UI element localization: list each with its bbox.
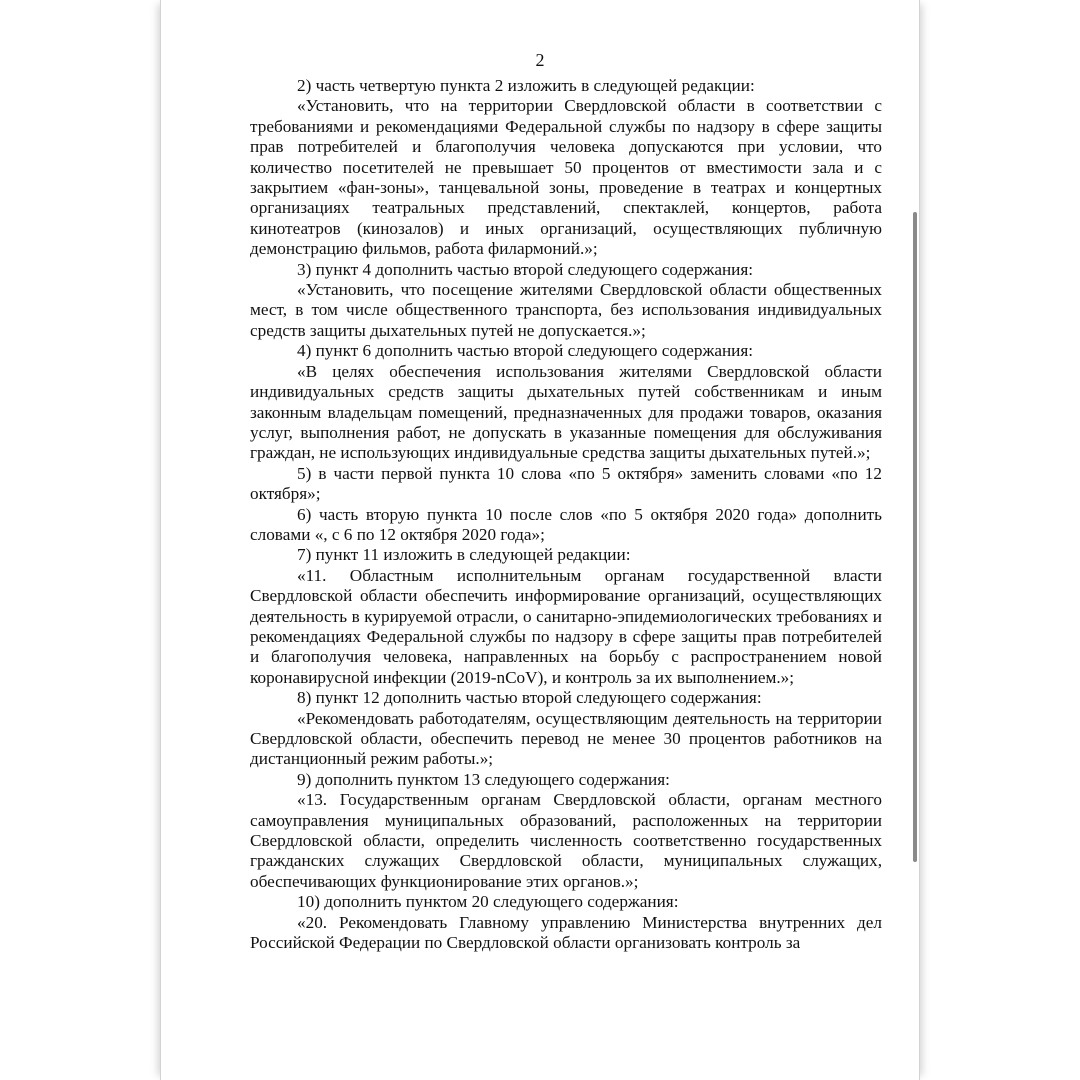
paragraph-item-8: 8) пункт 12 дополнить частью второй следующего содержания: — [297, 688, 762, 708]
paragraph-item-9: 9) дополнить пунктом 13 следующего содержания: — [297, 769, 670, 789]
paragraph-item-10: 10) дополнить пунктом 20 следующего содержания: — [297, 892, 679, 912]
paragraph-item-7: 7) пункт 11 изложить в следующей редакции: — [297, 545, 631, 565]
paragraph-item-4: 4) пункт 6 дополнить частью второй следующего содержания: — [297, 341, 754, 361]
paragraph-item-2: 2) часть четвертую пункта 2 изложить в следующей редакции: — [297, 76, 755, 95]
paragraph-item-6: 6) часть вторую пункта 10 после слов «по 5 октября 2020 года» дополнить словами «, с 6 по 12 октября 2020 года»; — [250, 504, 882, 544]
paragraph-quote-item-7: «11. Областным исполнительным органам государственной власти Свердловской области обеспечить информирование организаций, осуществляющих деятельность в курируемой отрасли, о санитарно-эпидемиологических требованиях и рекомендациях Федеральной службы по надзору в сфере защиты прав потребителей и благополучия человека, направленных на борьбу с распространением новой коронавирусной инфекции (2019-nCoV), и контроль за их выполнением.»; — [250, 565, 882, 687]
paragraph-item-5: 5) в части первой пункта 10 слова «по 5 октября» заменить словами «по 12 октября»; — [250, 463, 882, 504]
paragraph-quote-item-8: «Рекомендовать работодателям, осуществляющим деятельность на территории Свердловской области, обеспечить перевод не менее 30 процентов работников на дистанционный режим работы.»; — [250, 708, 882, 769]
paragraph-quote-item-4: «В целях обеспечения использования жителями Свердловской области индивидуальных средств защиты дыхательных путей собственникам и иным законным владельцам помещений, предназначенных для продажи товаров, оказания услуг, выполнения работ, не допускать в указанные помещения для обслуживания граждан, не использующих индивидуальные средства защиты дыхательных путей.»; — [250, 361, 882, 463]
paragraph-quote-item-10: «20. Рекомендовать Главному управлению Министерства внутренних дел Российской Федерации по Свердловской области организовать контроль за — [250, 912, 882, 953]
paragraph-item-3: 3) пункт 4 дополнить частью второй следующего содержания: — [297, 259, 754, 279]
paragraph-quote-item-3: «Установить, что посещение жителями Свердловской области общественных мест, в том числе общественного транспорта, без использования индивидуальных средств защиты дыхательных путей не допускается.»; — [250, 280, 882, 340]
document-body — [250, 76, 882, 953]
scrollbar-thumb[interactable] — [913, 212, 917, 862]
paragraph-quote-item-9: «13. Государственным органам Свердловской области, органам местного самоуправления муниципальных образований, расположенных на территории Свердловской области, определить численность соответственно государственных гражданских служащих Свердловской области, муниципальных служащих, обеспечивающих функционирование этих органов.»; — [250, 790, 882, 891]
page-number: 2 — [535, 50, 545, 70]
paragraph-quote-item-2: «Установить, что на территории Свердловской области в соответствии с требованиями и рекомендациями Федеральной службы по надзору в сфере защиты прав потребителей и благополучия человека допускаются при условии, что количество посетителей не превышает 50 процентов от вместимости зала и с закрытием «фан-зоны», танцевальной зоны, проведение в театрах и концертных организациях театральных представлений, спектаклей, концертов, работа кинотеатров (кинозалов) и иных организаций, осуществляющих публичную демонстрацию фильмов, работа филармоний.»; — [250, 96, 882, 259]
